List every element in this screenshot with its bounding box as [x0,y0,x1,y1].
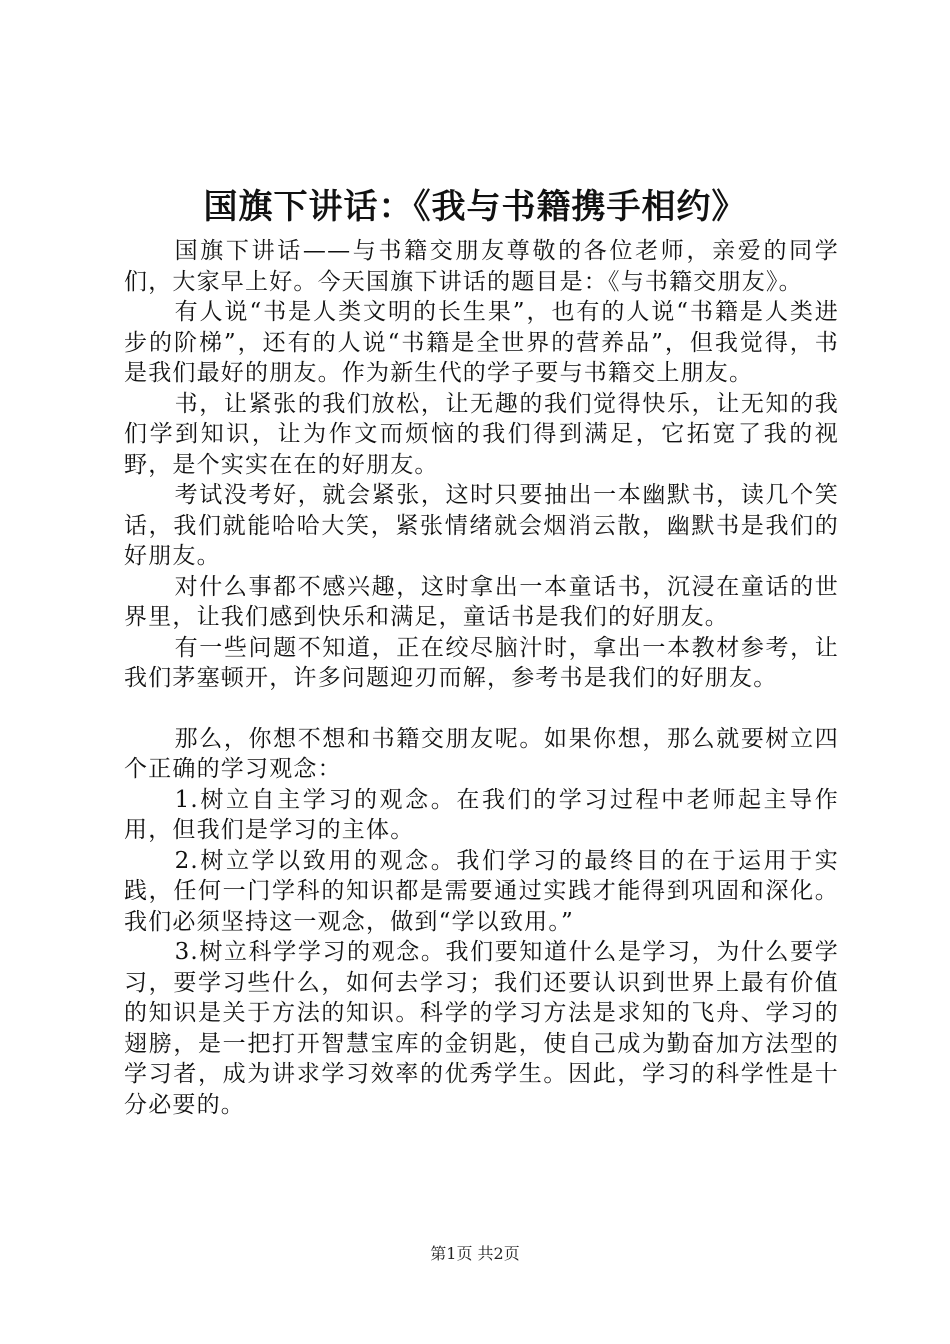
document-body [124,236,839,1120]
paragraph: 有人说“书是人类文明的长生果”，也有的人说“书籍是人类进步的阶梯”，还有的人说“书籍是全世界的营养品”，但我觉得，书是我们最好的朋友。作为新生代的学子要与书籍交上朋友。 [124,299,839,386]
paragraph: 国旗下讲话——与书籍交朋友尊敬的各位老师，亲爱的同学们，大家早上好。今天国旗下讲话的题目是：《与书籍交朋友》。 [124,238,839,295]
paragraph: 书，让紧张的我们放松，让无趣的我们觉得快乐，让无知的我们学到知识，让为作文而烦恼的我们得到满足，它拓宽了我的视野，是个实实在在的好朋友。 [124,390,839,478]
list-item: 2.树立学以致用的观念。我们学习的最终目的在于运用于实践，任何一门学科的知识都是需要通过实践才能得到巩固和深化。我们必须坚持这一观念，做到“学以致用。” [124,847,839,935]
paragraph: 有一些问题不知道，正在绞尽脑汁时，拿出一本教材参考，让我们茅塞顿开，许多问题迎刃而解，参考书是我们的好朋友。 [124,634,839,691]
document-title: 国旗下讲话：《我与书籍携手相约》 [203,187,747,227]
page-footer: 第1页 共2页 [430,1244,520,1263]
paragraph: 对什么事都不感兴趣，这时拿出一本童话书，沉浸在童话的世界里，让我们感到快乐和满足，童话书是我们的好朋友。 [124,573,839,630]
paragraph: 考试没考好，就会紧张，这时只要抽出一本幽默书，读几个笑话，我们就能哈哈大笑，紧张情绪就会烟消云散，幽默书是我们的好朋友。 [124,482,839,569]
list-item: 1.树立自主学习的观念。在我们的学习过程中老师起主导作用，但我们是学习的主体。 [124,786,839,843]
list-item: 3.树立科学学习的观念。我们要知道什么是学习，为什么要学习，要学习些什么，如何去学习；我们还要认识到世界上最有价值的知识是关于方法的知识。科学的学习方法是求知的飞舟、学习的翅膀，是一把打开智慧宝库的金钥匙，使自己成为勤奋加方法型的学习者，成为讲求学习效率的优秀学生。因此，学习的科学性是十分必要的。 [124,939,839,1118]
paragraph: 那么，你想不想和书籍交朋友呢。如果你想，那么就要树立四个正确的学习观念： [124,725,839,782]
